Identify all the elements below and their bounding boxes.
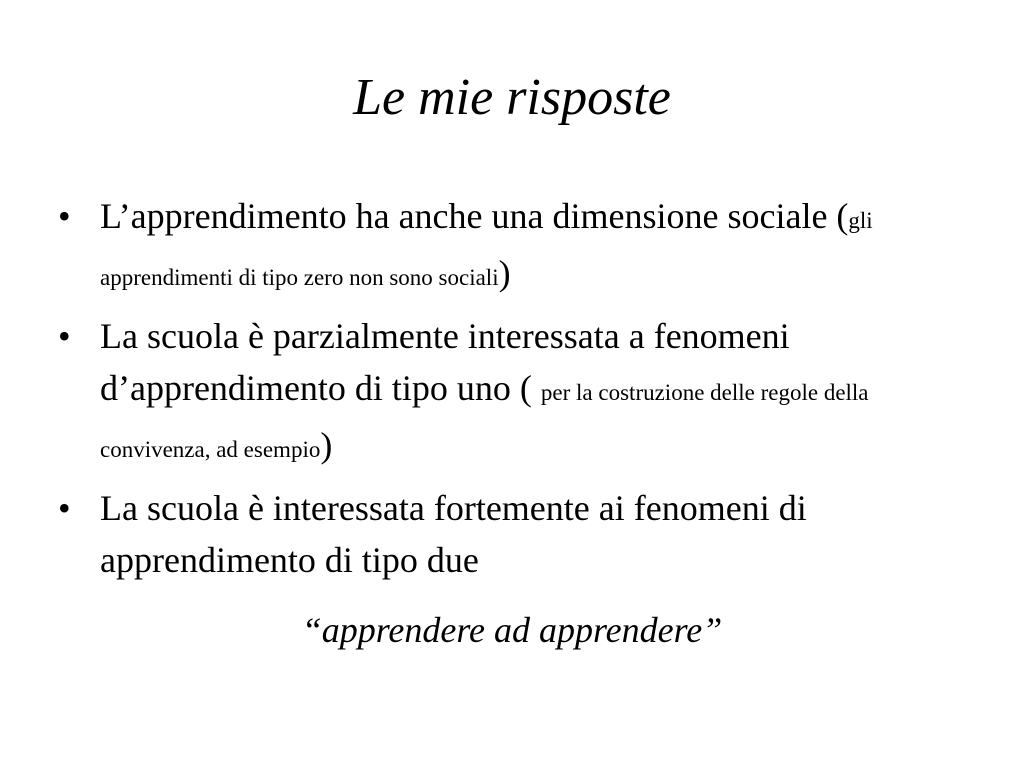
bullet-close-paren: ) <box>320 425 333 465</box>
bullet-marker: • <box>58 316 71 356</box>
bullet-text: L’apprendimento ha anche una dimensione sociale ( <box>100 196 849 236</box>
slide-title: Le mie risposte <box>353 69 671 126</box>
bullet-item-tipo-uno <box>58 310 958 476</box>
bullet-close-paren: ) <box>498 253 511 293</box>
bullet-note: gli apprendimenti di tipo zero non sono sociali <box>100 208 873 290</box>
bullet-item-social <box>58 190 958 304</box>
bullet-list <box>58 190 958 592</box>
bullet-text: La scuola è parzialmente interessata a fenomeni d’apprendimento di tipo uno ( <box>100 316 790 408</box>
bullet-item-tipo-due <box>58 482 958 586</box>
bullet-note: per la costruzione delle regole della convivenza, ad esempio <box>100 380 869 462</box>
bullet-marker: • <box>58 196 71 236</box>
bullet-marker: • <box>58 488 71 528</box>
quote-line: “apprendere ad apprendere” <box>301 610 723 650</box>
bullet-text: La scuola è interessata fortemente ai fenomeni di apprendimento di tipo due <box>100 488 807 580</box>
